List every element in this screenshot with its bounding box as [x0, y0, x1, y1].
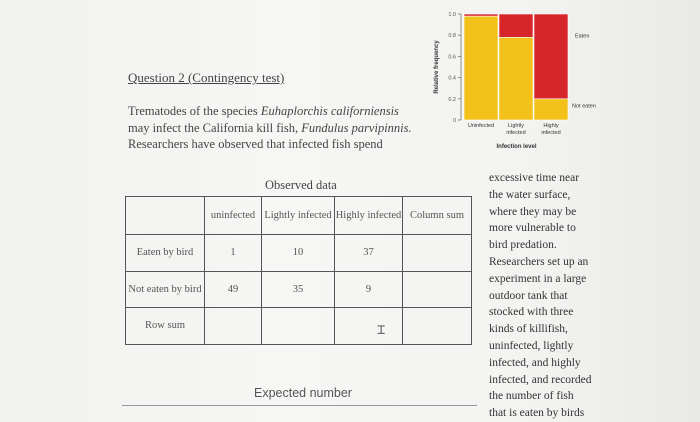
x-tick-label: infected — [506, 130, 526, 136]
right-text-line: more vulnerable to — [489, 222, 576, 235]
legend-not-eaten: Not eaten — [572, 103, 596, 110]
bar-segment — [464, 16, 498, 120]
right-text-line: stocked with three — [489, 306, 574, 319]
right-text-line: kinds of killifish, — [489, 323, 568, 336]
table-row — [126, 235, 472, 272]
row-label: Eaten by bird — [126, 235, 205, 272]
y-tick-label: 0.4 — [448, 75, 456, 82]
x-axis-label: Infection level — [496, 144, 537, 150]
right-text-line: the number of fish — [489, 390, 574, 403]
fish-species-name: Fundulus parvipinnis. — [301, 120, 412, 135]
table-cell[interactable]: 9 — [335, 272, 403, 308]
x-tick-label: Uninfected — [467, 123, 495, 129]
question-text-line2: may infect the California kill fish, — [128, 120, 302, 135]
bar-segment — [464, 14, 498, 16]
y-tick-label: 0 — [452, 118, 456, 124]
table-cell[interactable]: 35 — [262, 272, 335, 308]
x-tick-label: infected — [541, 130, 561, 136]
table-cell[interactable] — [205, 308, 262, 345]
table-header-cell: Lightly infected — [262, 197, 335, 235]
right-text-line: uninfected, lightly — [489, 339, 574, 352]
right-text-line: bird predation. — [489, 239, 557, 252]
text-cursor-icon: ⌶ — [377, 322, 386, 338]
y-axis-label: Relative frequency — [434, 40, 440, 94]
y-tick-label: 0.8 — [448, 33, 456, 40]
table-cell[interactable]: 10 — [262, 235, 335, 272]
table-header-cell: uninfected — [205, 197, 262, 235]
x-tick-label: Highly — [543, 123, 559, 129]
question-title: Question 2 (Contingency test) — [128, 70, 285, 85]
right-text-line: the water surface, — [489, 188, 571, 201]
bar-segment — [534, 14, 568, 99]
table-cell[interactable] — [403, 235, 472, 272]
species-name: Euhaplorchis californiensis — [260, 104, 399, 118]
row-label: Not eaten by bird — [126, 272, 205, 308]
table-cell[interactable]: 37 — [335, 235, 403, 272]
table-header-cell: Highly infected — [335, 197, 403, 235]
expected-number-label: Expected number — [254, 386, 352, 400]
contingency-table — [125, 196, 472, 345]
y-tick-label: 0.2 — [448, 96, 456, 103]
table-cell[interactable] — [403, 308, 472, 345]
table-cell[interactable]: 49 — [205, 272, 262, 308]
table-header-cell: Column sum — [403, 197, 472, 235]
table-row — [126, 272, 472, 308]
question-text-line1: Trematodes of the species — [128, 104, 261, 118]
right-text-line: experiment in a large — [489, 272, 587, 285]
relative-frequency-chart — [428, 2, 628, 160]
question-text-line3: Researchers have observed that infected fish spend — [128, 137, 383, 151]
right-text-line: infected, and highly — [489, 356, 581, 369]
legend-eaten: Eaten — [575, 33, 590, 40]
question-paragraph — [128, 103, 428, 153]
row-label: Row sum — [126, 308, 205, 345]
y-tick-label: 0.6 — [448, 54, 456, 61]
right-text-line: excessive time near — [489, 172, 580, 184]
right-text-line: that is eaten by birds — [489, 407, 585, 420]
table-header-row — [126, 197, 472, 235]
right-text-line: where they may be — [489, 205, 577, 218]
table-cell[interactable] — [403, 272, 472, 308]
x-tick-label: Lightly — [508, 123, 524, 129]
bar-segment — [534, 99, 568, 120]
table-header-cell — [126, 197, 205, 235]
divider — [122, 405, 477, 406]
right-column-text — [489, 170, 629, 422]
observed-data-title: Observed data — [265, 178, 337, 192]
bar-segment — [499, 37, 533, 120]
right-text-line: outdoor tank that — [489, 289, 568, 302]
table-cell[interactable] — [262, 308, 335, 345]
right-text-line: Researchers set up an — [489, 255, 589, 268]
table-row — [126, 308, 472, 345]
right-text-line: infected, and recorded — [489, 373, 592, 386]
table-cell[interactable]: 1 — [205, 235, 262, 272]
y-tick-label: 1.0 — [448, 12, 456, 18]
table-cell[interactable] — [335, 308, 403, 345]
bar-segment — [499, 14, 533, 37]
